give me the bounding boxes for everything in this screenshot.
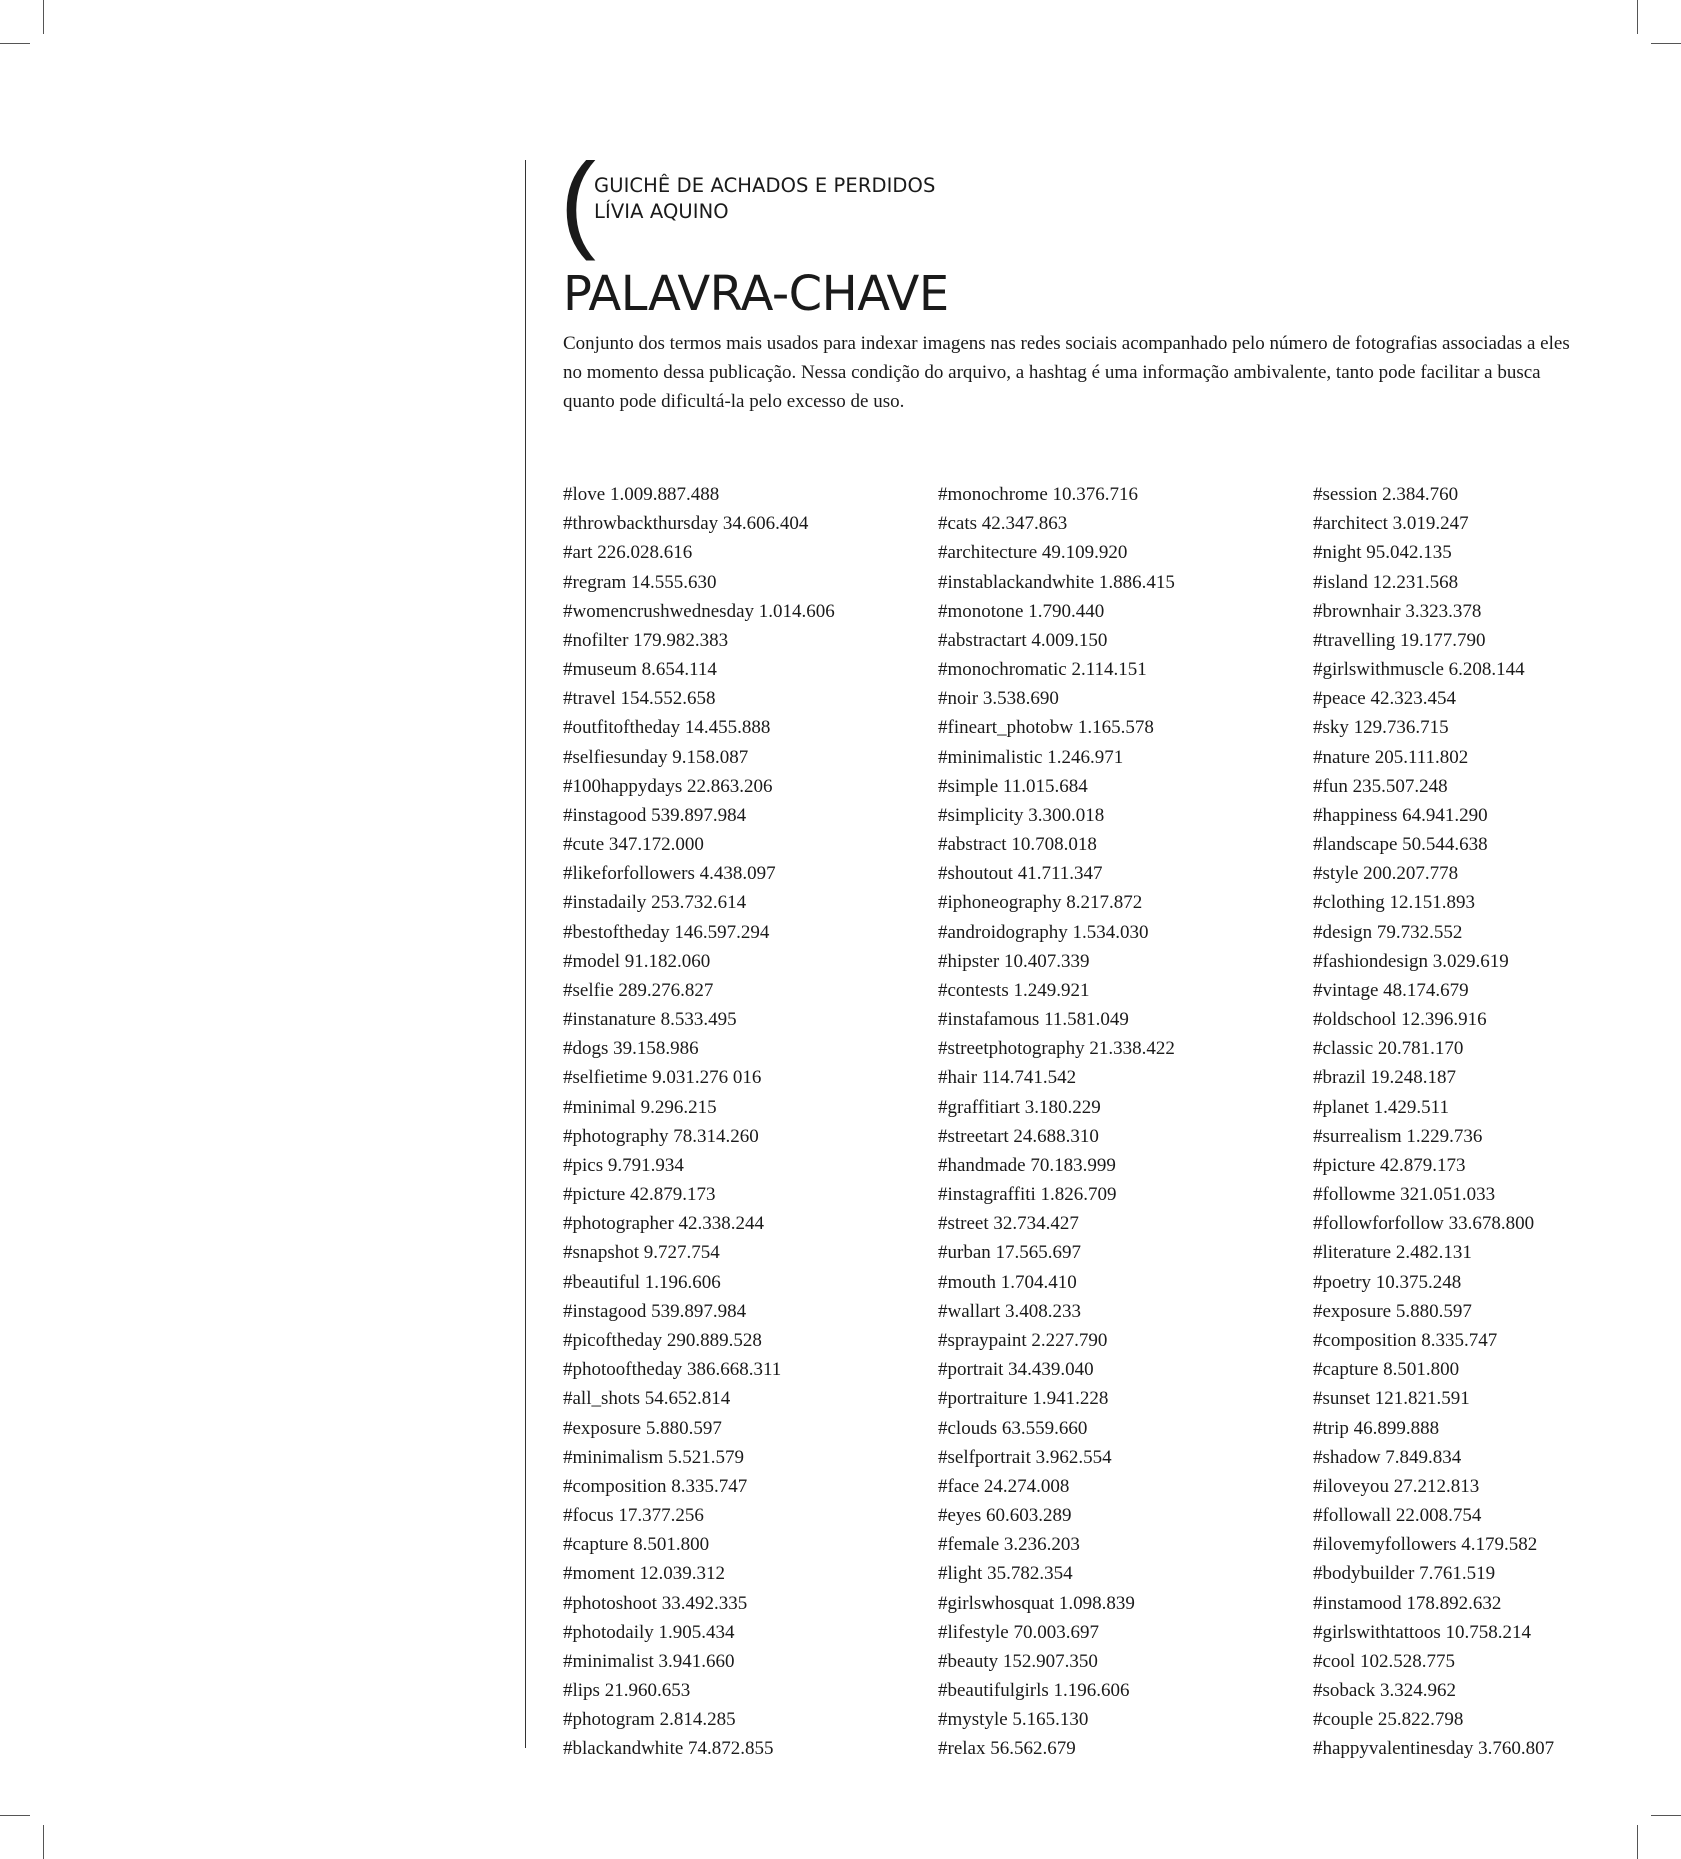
- hashtag-item: #street 32.734.427: [938, 1213, 1079, 1235]
- hashtag-item: #instafamous 11.581.049: [938, 1009, 1129, 1031]
- hashtag-item: #literature 2.482.131: [1313, 1242, 1472, 1264]
- hashtag-item: #graffitiart 3.180.229: [938, 1096, 1101, 1118]
- hashtag-item: #ilovemyfollowers 4.179.582: [1313, 1534, 1538, 1556]
- hashtag-item: #landscape 50.544.638: [1313, 834, 1488, 856]
- hashtag-item: #portraiture 1.941.228: [938, 1388, 1109, 1410]
- hashtag-item: #minimal 9.296.215: [563, 1096, 717, 1118]
- crop-mark: [1651, 1815, 1681, 1816]
- crop-mark: [1651, 43, 1681, 44]
- hashtag-item: #instamood 178.892.632: [1313, 1592, 1502, 1614]
- hashtag-item: #followforfollow 33.678.800: [1313, 1213, 1535, 1235]
- hashtag-item: #monochromatic 2.114.151: [938, 659, 1147, 681]
- hashtag-item: #abstract 10.708.018: [938, 834, 1097, 856]
- hashtag-item: #instadaily 253.732.614: [563, 892, 747, 914]
- hashtag-item: #instagood 539.897.984: [563, 1300, 747, 1322]
- hashtag-item: #selfie 289.276.827: [563, 979, 714, 1001]
- hashtag-item: #planet 1.429.511: [1313, 1096, 1449, 1118]
- crop-mark: [43, 1825, 44, 1859]
- hashtag-item: #focus 17.377.256: [563, 1505, 704, 1527]
- hashtag-column-3: [1313, 480, 1554, 1764]
- hashtag-item: #lips 21.960.653: [563, 1680, 691, 1702]
- hashtag-item: #blackandwhite 74.872.855: [563, 1738, 774, 1760]
- hashtag-item: #dogs 39.158.986: [563, 1038, 699, 1060]
- hashtag-item: #girlswhosquat 1.098.839: [938, 1592, 1135, 1614]
- hashtag-item: #brazil 19.248.187: [1313, 1067, 1457, 1089]
- hashtag-item: #mystyle 5.165.130: [938, 1709, 1089, 1731]
- hashtag-item: #handmade 70.183.999: [938, 1154, 1116, 1176]
- hashtag-item: #happyvalentinesday 3.760.807: [1313, 1738, 1555, 1760]
- crop-mark: [1637, 0, 1638, 34]
- hashtag-item: #exposure 5.880.597: [1313, 1300, 1472, 1322]
- hashtag-item: #beauty 152.907.350: [938, 1650, 1098, 1672]
- hashtag-item: #sunset 121.821.591: [1313, 1388, 1470, 1410]
- hashtag-item: #night 95.042.135: [1313, 542, 1452, 564]
- hashtag-item: #clothing 12.151.893: [1313, 892, 1476, 914]
- hashtag-item: #fun 235.507.248: [1313, 775, 1448, 797]
- hashtag-item: #travel 154.552.658: [563, 688, 716, 710]
- hashtag-item: #model 91.182.060: [563, 950, 711, 972]
- hashtag-item: #wallart 3.408.233: [938, 1300, 1082, 1322]
- hashtag-item: #face 24.274.008: [938, 1475, 1070, 1497]
- hashtag-item: #selfietime 9.031.276 016: [563, 1067, 762, 1089]
- hashtag-item: #streetart 24.688.310: [938, 1125, 1099, 1147]
- hashtag-item: #female 3.236.203: [938, 1534, 1080, 1556]
- hashtag-item: #photographer 42.338.244: [563, 1213, 765, 1235]
- hashtag-item: #picoftheday 290.889.528: [563, 1329, 762, 1351]
- hashtag-item: #eyes 60.603.289: [938, 1505, 1072, 1527]
- hashtag-item: #followme 321.051.033: [1313, 1184, 1496, 1206]
- hashtag-item: #relax 56.562.679: [938, 1738, 1076, 1760]
- hashtag-item: #light 35.782.354: [938, 1563, 1073, 1585]
- hashtag-item: #vintage 48.174.679: [1313, 979, 1469, 1001]
- hashtag-item: #composition 8.335.747: [1313, 1329, 1498, 1351]
- hashtag-item: #beautiful 1.196.606: [563, 1271, 721, 1293]
- hashtag-item: #design 79.732.552: [1313, 921, 1463, 943]
- hashtag-item: #picture 42.879.173: [1313, 1154, 1466, 1176]
- hashtag-item: #bestoftheday 146.597.294: [563, 921, 770, 943]
- crop-mark: [0, 43, 30, 44]
- hashtag-item: #clouds 63.559.660: [938, 1417, 1088, 1439]
- hashtag-item: #simple 11.015.684: [938, 775, 1088, 797]
- hashtag-item: #travelling 19.177.790: [1313, 629, 1486, 651]
- hashtag-item: #moment 12.039.312: [563, 1563, 726, 1585]
- hashtag-item: #island 12.231.568: [1313, 571, 1459, 593]
- hashtag-item: #couple 25.822.798: [1313, 1709, 1464, 1731]
- crop-mark: [1637, 1825, 1638, 1859]
- hashtag-item: #urban 17.565.697: [938, 1242, 1082, 1264]
- hashtag-item: #surrealism 1.229.736: [1313, 1125, 1483, 1147]
- author-name: LÍVIA AQUINO: [594, 200, 729, 223]
- hashtag-item: #spraypaint 2.227.790: [938, 1329, 1108, 1351]
- hashtag-item: #beautifulgirls 1.196.606: [938, 1680, 1130, 1702]
- hashtag-item: #100happydays 22.863.206: [563, 775, 773, 797]
- hashtag-item: #hipster 10.407.339: [938, 950, 1090, 972]
- hashtag-item: #cute 347.172.000: [563, 834, 704, 856]
- hashtag-item: #girlswithmuscle 6.208.144: [1313, 659, 1525, 681]
- hashtag-item: #contests 1.249.921: [938, 979, 1090, 1001]
- hashtag-item: #sky 129.736.715: [1313, 717, 1449, 739]
- hashtag-item: #bodybuilder 7.761.519: [1313, 1563, 1496, 1585]
- hashtag-item: #instagood 539.897.984: [563, 804, 747, 826]
- vertical-rule: [525, 160, 526, 1748]
- hashtag-item: #photodaily 1.905.434: [563, 1621, 735, 1643]
- hashtag-item: #iloveyou 27.212.813: [1313, 1475, 1480, 1497]
- hashtag-item: #instagraffiti 1.826.709: [938, 1184, 1117, 1206]
- hashtag-item: #capture 8.501.800: [1313, 1359, 1460, 1381]
- hashtag-item: #abstractart 4.009.150: [938, 629, 1108, 651]
- hashtag-item: #regram 14.555.630: [563, 571, 717, 593]
- hashtag-item: #exposure 5.880.597: [563, 1417, 722, 1439]
- hashtag-item: #fineart_photobw 1.165.578: [938, 717, 1154, 739]
- hashtag-item: #photogram 2.814.285: [563, 1709, 736, 1731]
- hashtag-item: #brownhair 3.323.378: [1313, 600, 1482, 622]
- hashtag-item: #session 2.384.760: [1313, 484, 1459, 505]
- hashtag-item: #nofilter 179.982.383: [563, 629, 729, 651]
- open-parenthesis-ornament: (: [560, 140, 596, 261]
- hashtag-item: #monotone 1.790.440: [938, 600, 1105, 622]
- hashtag-item: #hair 114.741.542: [938, 1067, 1077, 1089]
- crop-mark: [43, 0, 44, 34]
- hashtag-item: #poetry 10.375.248: [1313, 1271, 1462, 1293]
- hashtag-column-2: [938, 480, 1175, 1764]
- hashtag-item: #minimalist 3.941.660: [563, 1650, 735, 1672]
- section-header: [594, 173, 935, 225]
- crop-mark: [0, 1815, 30, 1816]
- hashtag-item: #oldschool 12.396.916: [1313, 1009, 1487, 1031]
- hashtag-item: #soback 3.324.962: [1313, 1680, 1457, 1702]
- hashtag-item: #shadow 7.849.834: [1313, 1446, 1462, 1468]
- hashtag-item: #minimalistic 1.246.971: [938, 746, 1124, 768]
- hashtag-item: #noir 3.538.690: [938, 688, 1059, 710]
- hashtag-item: #picture 42.879.173: [563, 1184, 716, 1206]
- hashtag-item: #mouth 1.704.410: [938, 1271, 1077, 1293]
- hashtag-item: #selfiesunday 9.158.087: [563, 746, 749, 768]
- hashtag-item: #lifestyle 70.003.697: [938, 1621, 1099, 1643]
- hashtag-item: #girlswithtattoos 10.758.214: [1313, 1621, 1531, 1643]
- intro-paragraph: Conjunto dos termos mais usados para indexar imagens nas redes sociais acompanhado pelo número de fotografias associadas a eles no momento dessa publicação. Nessa condição do arquivo, a hashtag é uma informação ambivalente, tanto pode facilitar a busca quanto pode dificultá-la pelo excesso de uso.: [563, 333, 1570, 412]
- hashtag-item: #all_shots 54.652.814: [563, 1388, 731, 1410]
- hashtag-item: #pics 9.791.934: [563, 1154, 684, 1176]
- hashtag-item: #androidography 1.534.030: [938, 921, 1149, 943]
- hashtag-item: #iphoneography 8.217.872: [938, 892, 1143, 914]
- hashtag-item: #outfitoftheday 14.455.888: [563, 717, 771, 739]
- hashtag-item: #trip 46.899.888: [1313, 1417, 1440, 1439]
- hashtag-item: #peace 42.323.454: [1313, 688, 1456, 710]
- hashtag-item: #art 226.028.616: [563, 542, 693, 564]
- hashtag-item: #instablackandwhite 1.886.415: [938, 571, 1175, 593]
- hashtag-item: #happiness 64.941.290: [1313, 804, 1488, 826]
- hashtag-item: #nature 205.111.802: [1313, 746, 1469, 768]
- hashtag-item: #shoutout 41.711.347: [938, 863, 1103, 885]
- hashtag-item: #simplicity 3.300.018: [938, 804, 1105, 826]
- hashtag-item: #selfportrait 3.962.554: [938, 1446, 1112, 1468]
- hashtag-item: #classic 20.781.170: [1313, 1038, 1464, 1060]
- hashtag-item: #museum 8.654.114: [563, 659, 717, 681]
- hashtag-item: #architecture 49.109.920: [938, 542, 1128, 564]
- hashtag-item: #cats 42.347.863: [938, 513, 1068, 535]
- hashtag-item: #fashiondesign 3.029.619: [1313, 950, 1509, 972]
- page-title: PALAVRA-CHAVE: [563, 266, 949, 322]
- hashtag-item: #followall 22.008.754: [1313, 1505, 1482, 1527]
- hashtag-column-1: [563, 480, 835, 1764]
- hashtag-item: #streetphotography 21.338.422: [938, 1038, 1175, 1060]
- hashtag-item: #minimalism 5.521.579: [563, 1446, 745, 1468]
- hashtag-item: #monochrome 10.376.716: [938, 484, 1139, 505]
- hashtag-item: #portrait 34.439.040: [938, 1359, 1094, 1381]
- hashtag-item: #photography 78.314.260: [563, 1125, 759, 1147]
- hashtag-item: #likeforfollowers 4.438.097: [563, 863, 776, 885]
- hashtag-item: #cool 102.528.775: [1313, 1650, 1455, 1672]
- hashtag-item: #womencrushwednesday 1.014.606: [563, 600, 835, 622]
- hashtag-item: #photoshoot 33.492.335: [563, 1592, 748, 1614]
- hashtag-item: #throwbackthursday 34.606.404: [563, 513, 809, 535]
- hashtag-item: #composition 8.335.747: [563, 1475, 748, 1497]
- hashtag-item: #instanature 8.533.495: [563, 1009, 737, 1031]
- hashtag-item: #snapshot 9.727.754: [563, 1242, 720, 1264]
- hashtag-item: #style 200.207.778: [1313, 863, 1459, 885]
- hashtag-item: #photooftheday 386.668.311: [563, 1359, 782, 1381]
- hashtag-item: #love 1.009.887.488: [563, 484, 720, 505]
- hashtag-item: #architect 3.019.247: [1313, 513, 1469, 535]
- hashtag-item: #capture 8.501.800: [563, 1534, 710, 1556]
- section-title: GUICHÊ DE ACHADOS E PERDIDOS: [594, 174, 936, 197]
